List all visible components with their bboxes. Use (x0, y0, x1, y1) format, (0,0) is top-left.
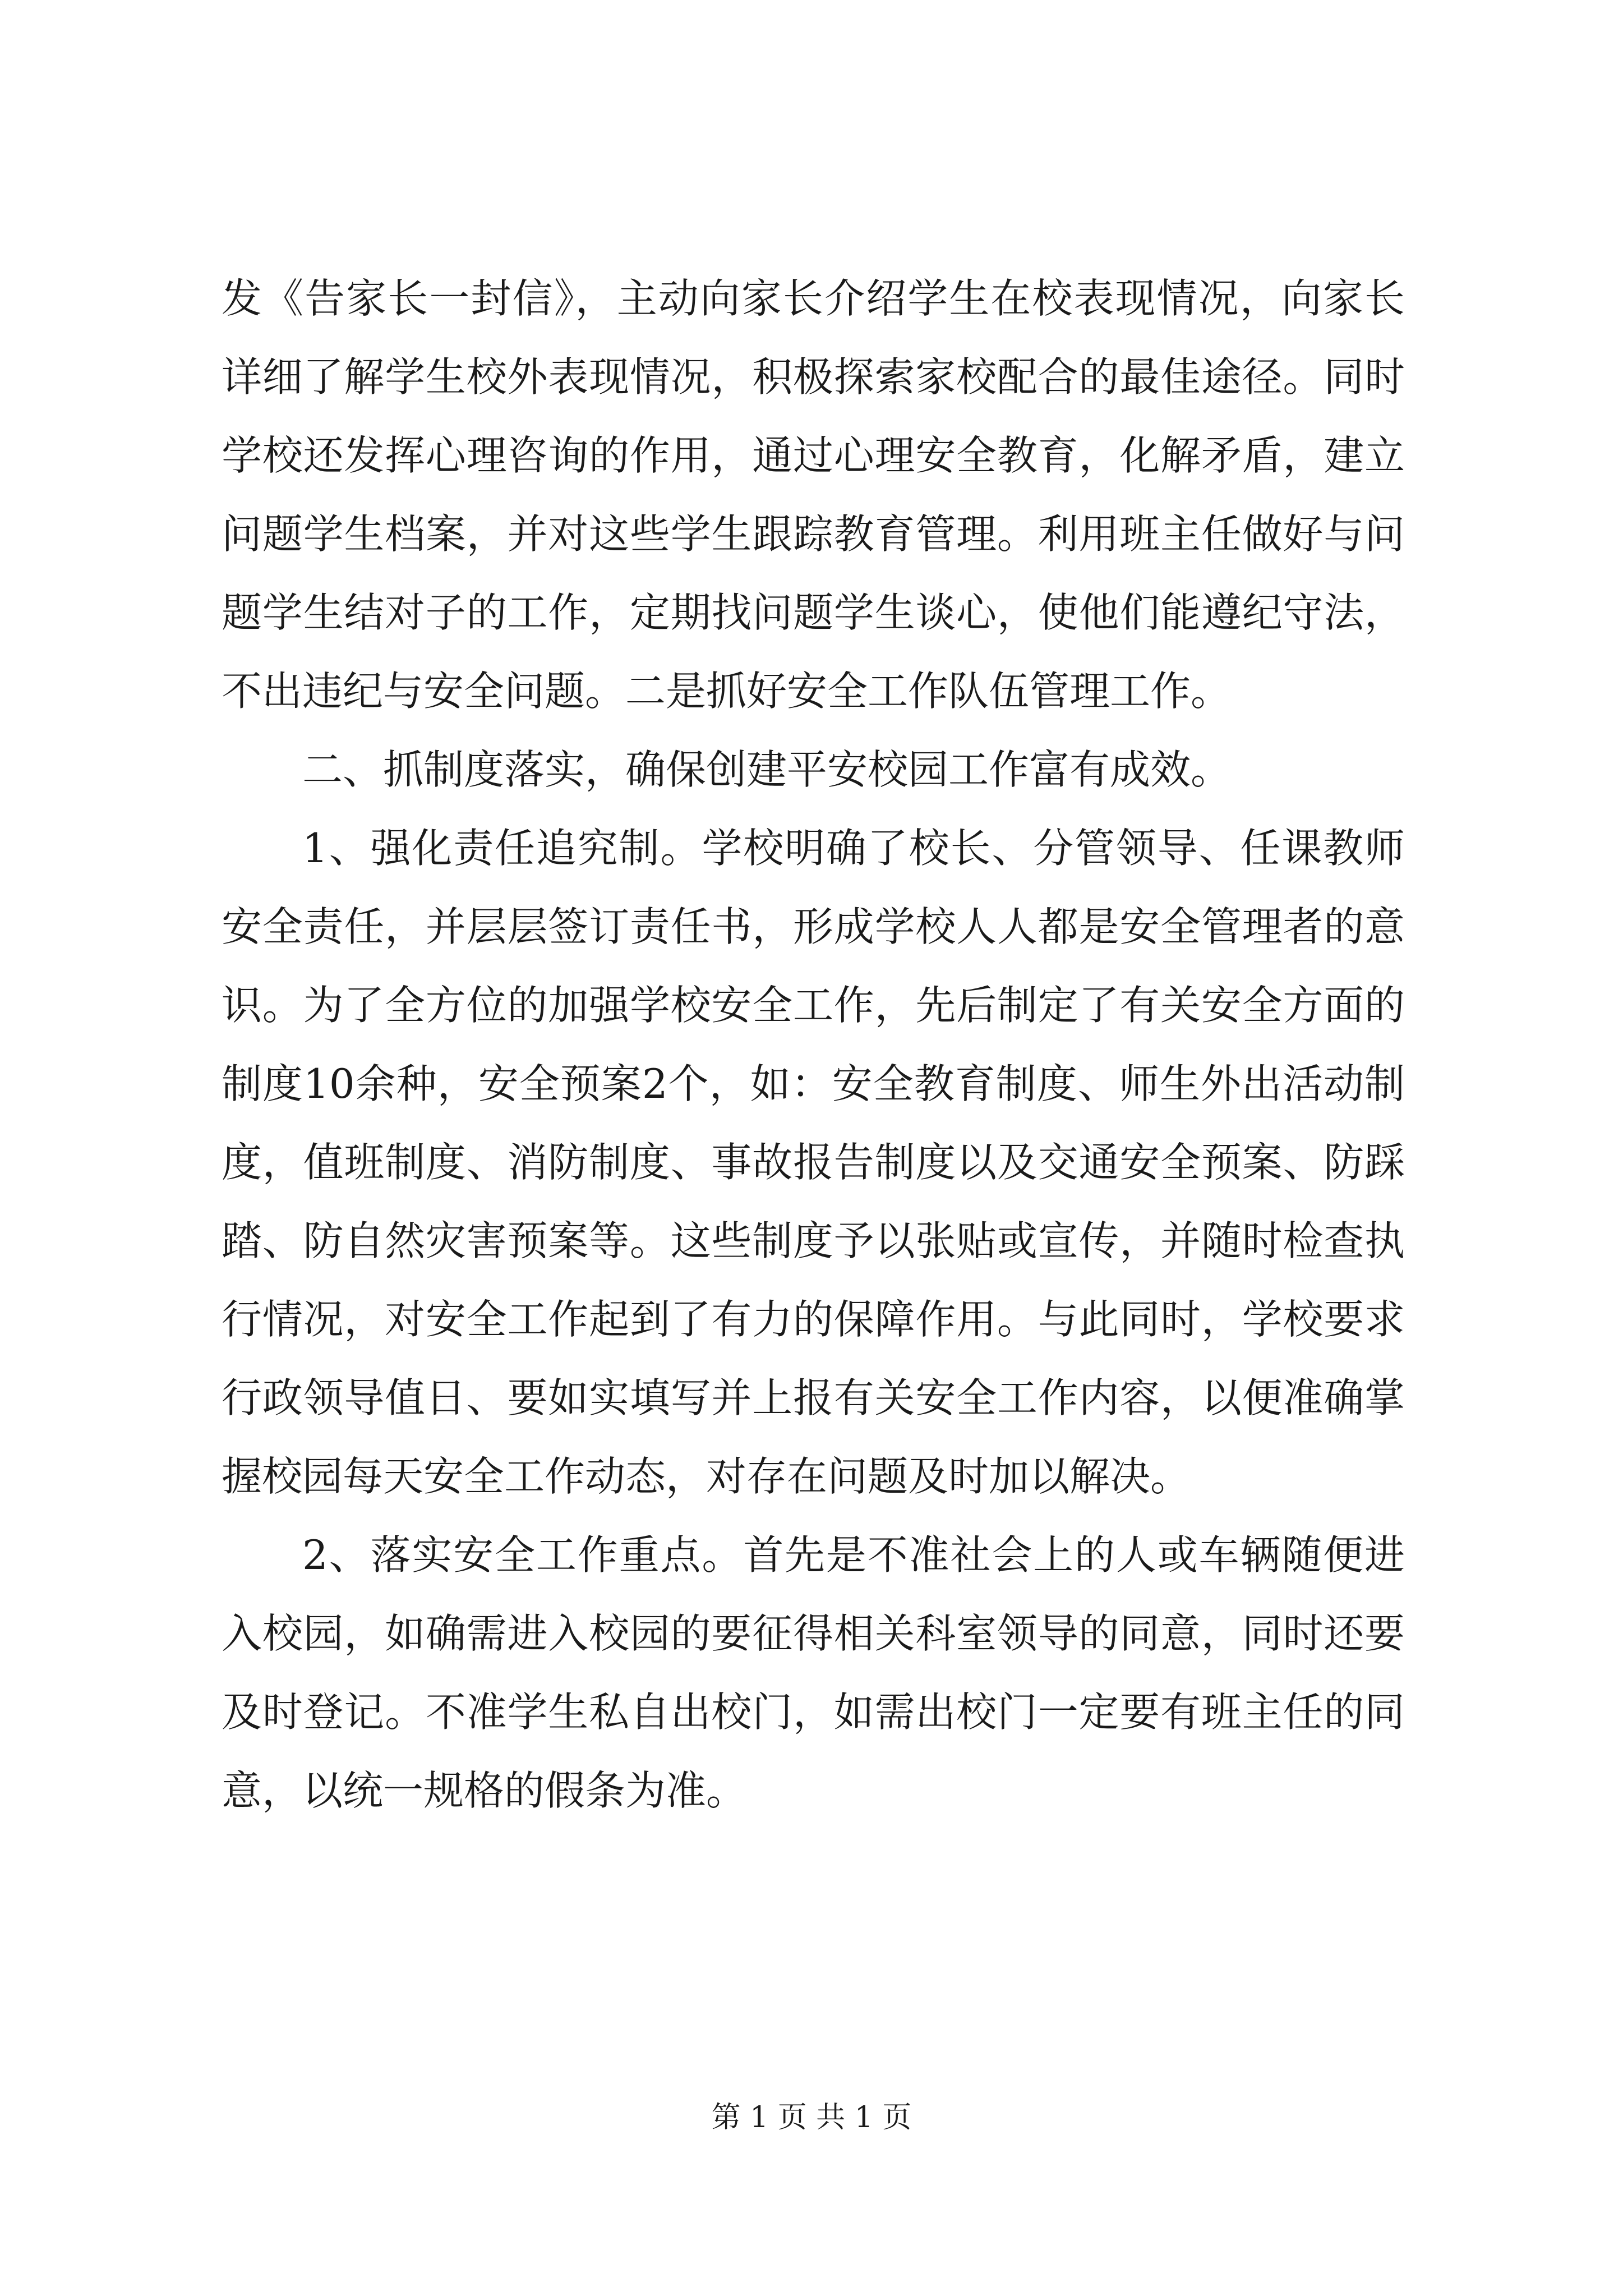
document-body (222, 259, 1405, 1830)
page-footer: 第 1 页 共 1 页 (711, 2101, 912, 2134)
paragraph-continuation: 发《告家长一封信》，主动向家长介绍学生在校表现情况，向家长详细了解学生校外表现情况，积极探索家校配合的最佳途径。同时学校还发挥心理咨询的作用，通过心理安全教育，化解矛盾，建立问题学生档案，并对这些学生跟踪教育管理。利用班主任做好与问题学生结对子的工作，定期找问题学生谈心，使他们能遵纪守法，不出违纪与安全问题。二是抓好安全工作队伍管理工作。 (222, 275, 1405, 715)
paragraph-section-heading: 二、抓制度落实，确保创建平安校园工作富有成效。 (302, 746, 1232, 793)
paragraph-key-points: 2、落实安全工作重点。首先是不准社会上的人或车辆随便进入校园，如确需进入校园的要征得相关科室领导的同意，同时还要及时登记。不准学生私自出校门，如需出校门一定要有班主任的同意，以统一规格的假条为准。 (222, 1531, 1405, 1814)
paragraph-responsibility: 1、强化责任追究制。学校明确了校长、分管领导、任课教师安全责任，并层层签订责任书，形成学校人人都是安全管理者的意识。为了全方位的加强学校安全工作，先后制定了有关安全方面的制度10余种，安全预案2个，如：安全教育制度、师生外出活动制度，值班制度、消防制度、事故报告制度以及交通安全预案、防踩踏、防自然灾害预案等。这些制度予以张贴或宣传，并随时检查执行情况，对安全工作起到了有力的保障作用。与此同时，学校要求行政领导值日、要如实填写并上报有关安全工作内容，以便准确掌握校园每天安全工作动态，对存在问题及时加以解决。 (222, 825, 1405, 1500)
